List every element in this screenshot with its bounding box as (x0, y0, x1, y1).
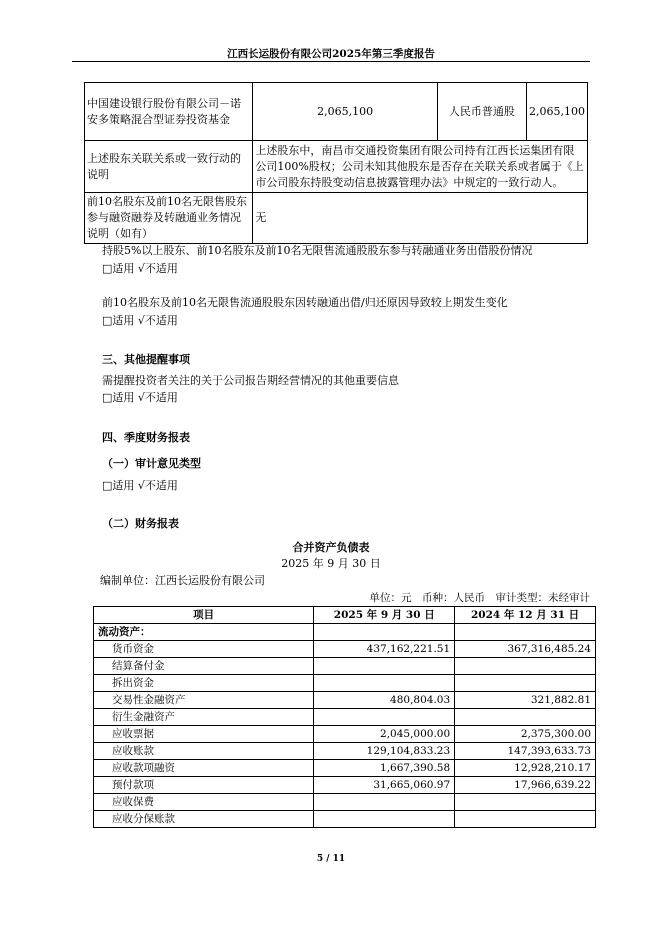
row-current-value: 2,045,000.00 (314, 726, 455, 743)
row-current-value: 437,162,221.51 (314, 641, 455, 658)
row-item: 应收票据 (94, 726, 314, 743)
row-item: 结算备付金 (94, 658, 314, 675)
row-prior-value (455, 794, 596, 811)
row-item: 预付款项 (94, 777, 314, 794)
lending-shares-text: 持股5%以上股东、前10名股东及前10名无限售流通股股东参与转融通业务出借股份情况 (102, 244, 533, 257)
row-prior-value: 2,375,300.00 (455, 726, 596, 743)
audit-opinion-title: （一）审计意见类型 (102, 457, 201, 470)
table-row (94, 675, 596, 692)
row-item: 应收分保账款 (94, 811, 314, 828)
table-row (94, 709, 596, 726)
row-current-value (314, 709, 455, 726)
shareholder-row (85, 83, 588, 141)
row-current-value (314, 675, 455, 692)
margin-trading-row (85, 193, 588, 244)
row-current-value: 31,665,060.97 (314, 777, 455, 794)
unit-line: 单位：元 币种：人民币 审计类型：未经审计 (369, 592, 590, 604)
row-current-value: 129,104,833.23 (314, 743, 455, 760)
table-row (94, 726, 596, 743)
related-party-text: 上述股东中，南昌市交通投资集团有限公司持有江西长运集团有限公司100%股权；公司未知其他股东是否存在关联关系或者属于《上市公司股东持股变动信息披露管理办法》中规定的一致行动人。 (253, 141, 588, 193)
compiler-line: 编制单位：江西长运股份有限公司 (100, 574, 265, 587)
row-item: 衍生金融资产 (94, 709, 314, 726)
page-number: 5 / 11 (316, 854, 346, 864)
table-row (94, 692, 596, 709)
header-prior-period: 2024 年 12 月 31 日 (455, 607, 596, 624)
margin-trading-label: 前10名股东及前10名无限售股东参与融资融券及转融通业务情况说明（如有） (85, 193, 253, 244)
section3-title: 三、其他提醒事项 (102, 353, 190, 366)
row-item: 应收保费 (94, 794, 314, 811)
lending-shares-option: □适用 √不适用 (102, 262, 178, 275)
row-current-value (314, 624, 455, 641)
table-row (94, 760, 596, 777)
table-row (94, 743, 596, 760)
row-current-value (314, 811, 455, 828)
row-item: 交易性金融资产 (94, 692, 314, 709)
row-prior-value (455, 811, 596, 828)
table-row (94, 794, 596, 811)
balance-sheet-table (93, 606, 596, 828)
share-count: 2,065,100 (526, 83, 587, 141)
header-rule (72, 61, 590, 62)
section4-title: 四、季度财务报表 (102, 431, 190, 444)
row-prior-value (455, 624, 596, 641)
shareholder-shares: 2,065,100 (253, 83, 438, 141)
row-item: 应收款项融资 (94, 760, 314, 777)
margin-trading-text: 无 (253, 193, 588, 244)
table-row (94, 777, 596, 794)
shareholder-table (84, 82, 588, 244)
section3-option: □适用 √不适用 (102, 391, 178, 404)
row-item: 流动资产： (94, 624, 314, 641)
related-party-row (85, 141, 588, 193)
balance-sheet-date: 2025 年 9 月 30 日 (281, 557, 381, 570)
row-item: 拆出资金 (94, 675, 314, 692)
row-current-value (314, 794, 455, 811)
row-item: 货币资金 (94, 641, 314, 658)
row-prior-value: 17,966,639.22 (455, 777, 596, 794)
financial-statements-title: （二）财务报表 (102, 517, 179, 530)
row-prior-value: 12,928,210.17 (455, 760, 596, 777)
related-party-label: 上述股东关联关系或一致行动的说明 (85, 141, 253, 193)
share-type: 人民币普通股 (437, 83, 526, 141)
balance-sheet-title: 合并资产负债表 (292, 541, 370, 554)
table-row (94, 811, 596, 828)
row-prior-value: 147,393,633.73 (455, 743, 596, 760)
row-prior-value (455, 709, 596, 726)
row-current-value: 1,667,390.58 (314, 760, 455, 777)
row-prior-value (455, 658, 596, 675)
row-prior-value (455, 675, 596, 692)
row-item: 应收账款 (94, 743, 314, 760)
row-prior-value: 367,316,485.24 (455, 641, 596, 658)
balance-sheet-header-row (94, 607, 596, 624)
shareholder-name: 中国建设银行股份有限公司－诺安多策略混合型证券投资基金 (85, 83, 253, 141)
balance-sheet-body (94, 624, 596, 828)
header-current-period: 2025 年 9 月 30 日 (314, 607, 455, 624)
table-row (94, 641, 596, 658)
table-row (94, 624, 596, 641)
table-row (94, 658, 596, 675)
row-prior-value: 321,882.81 (455, 692, 596, 709)
section3-text: 需提醒投资者关注的关于公司报告期经营情况的其他重要信息 (102, 374, 399, 387)
header-item: 项目 (94, 607, 314, 624)
lending-change-text: 前10名股东及前10名无限售流通股股东因转融通出借/归还原因导致较上期发生变化 (102, 296, 508, 309)
audit-opinion-option: □适用 √不适用 (102, 479, 178, 492)
page-header-title: 江西长运股份有限公司2025年第三季度报告 (227, 48, 435, 60)
lending-change-option: □适用 √不适用 (102, 314, 178, 327)
row-current-value: 480,804.03 (314, 692, 455, 709)
row-current-value (314, 658, 455, 675)
